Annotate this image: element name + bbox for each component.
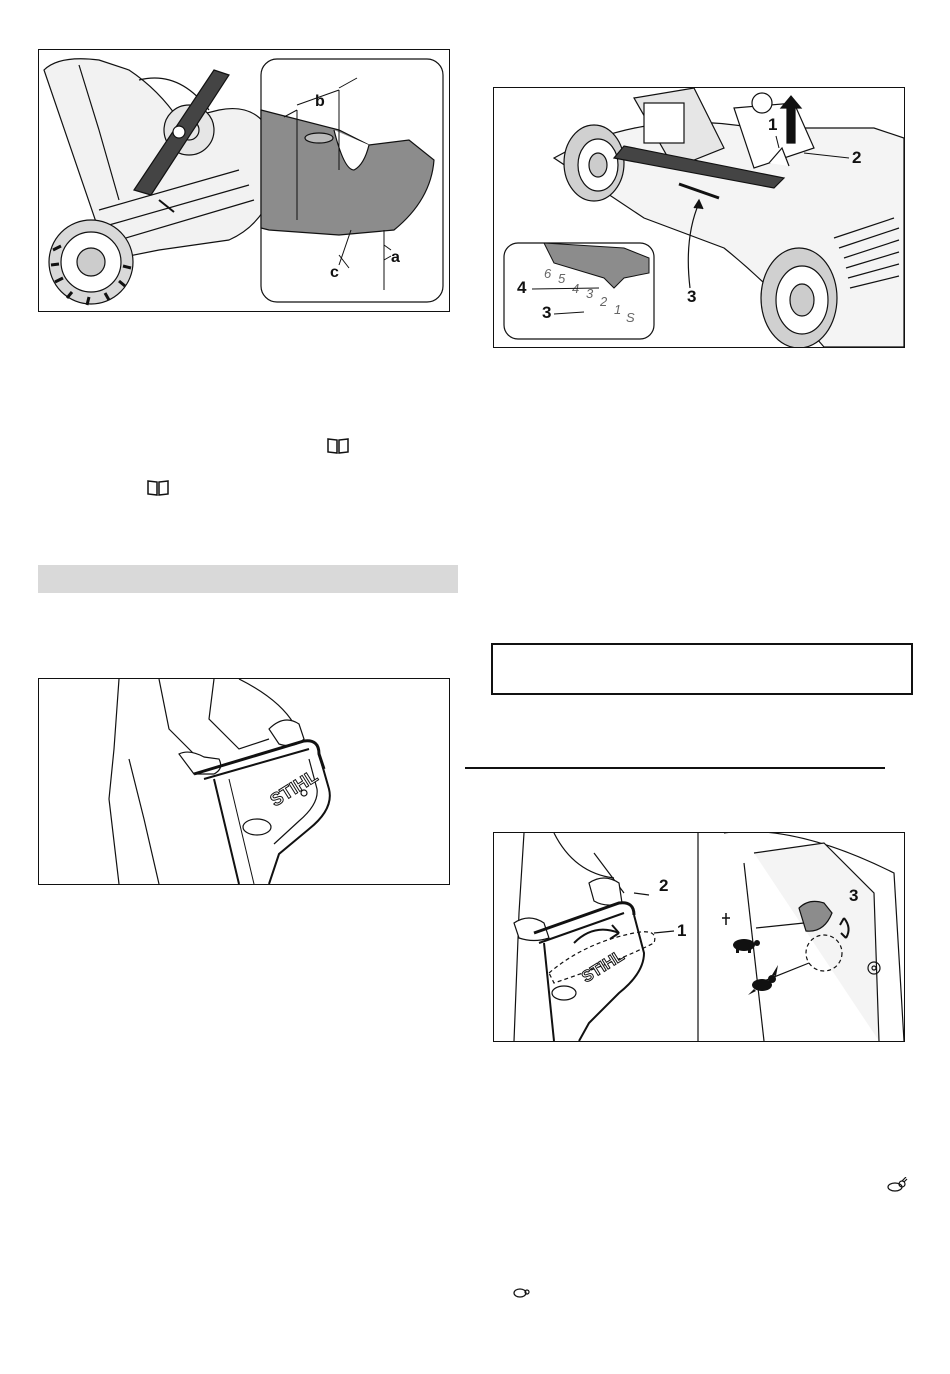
callout-a: a: [391, 249, 400, 266]
height-adjust-figure: [493, 87, 905, 348]
callout-3-inset: 3: [542, 303, 552, 322]
callout-4: 4: [517, 278, 527, 297]
height-adjust-illustration: [494, 88, 904, 347]
handle-hold-illustration: [39, 679, 449, 884]
stihl-logo: STIHL: [266, 765, 322, 811]
callout-2: 2: [659, 876, 669, 895]
callout-3: 3: [849, 886, 859, 905]
callout-1: 1: [677, 921, 687, 940]
notice-box: [491, 643, 913, 695]
drive-control-illustration: [494, 833, 904, 1041]
tortoise-icon: [733, 939, 760, 953]
callout-3: 3: [687, 287, 697, 306]
section-heading-bar: [38, 565, 458, 593]
callout-1: 1: [768, 115, 778, 134]
scale-mark: 3: [586, 286, 594, 301]
scale-mark: 6: [544, 266, 552, 281]
scale-mark: 5: [558, 271, 566, 286]
section-divider: [465, 767, 885, 769]
manual-book-icon: [327, 437, 349, 455]
callout-c: c: [330, 264, 339, 281]
scale-mark: 1: [614, 302, 622, 317]
tortoise-icon: [512, 1287, 530, 1299]
manual-book-icon: [147, 479, 169, 497]
blade-illustration: [39, 50, 449, 311]
stihl-logo: STIHL: [579, 947, 628, 987]
blade-figure: [38, 49, 450, 312]
scale-mark: 4: [572, 281, 580, 296]
callout-b: b: [315, 93, 325, 110]
hare-icon: [886, 1177, 908, 1193]
drive-control-figure: [493, 832, 905, 1042]
handle-hold-figure: [38, 678, 450, 885]
callout-2: 2: [852, 148, 862, 167]
scale-mark: S: [626, 310, 635, 325]
hare-icon: [748, 965, 778, 995]
scale-mark: 2: [600, 294, 608, 309]
